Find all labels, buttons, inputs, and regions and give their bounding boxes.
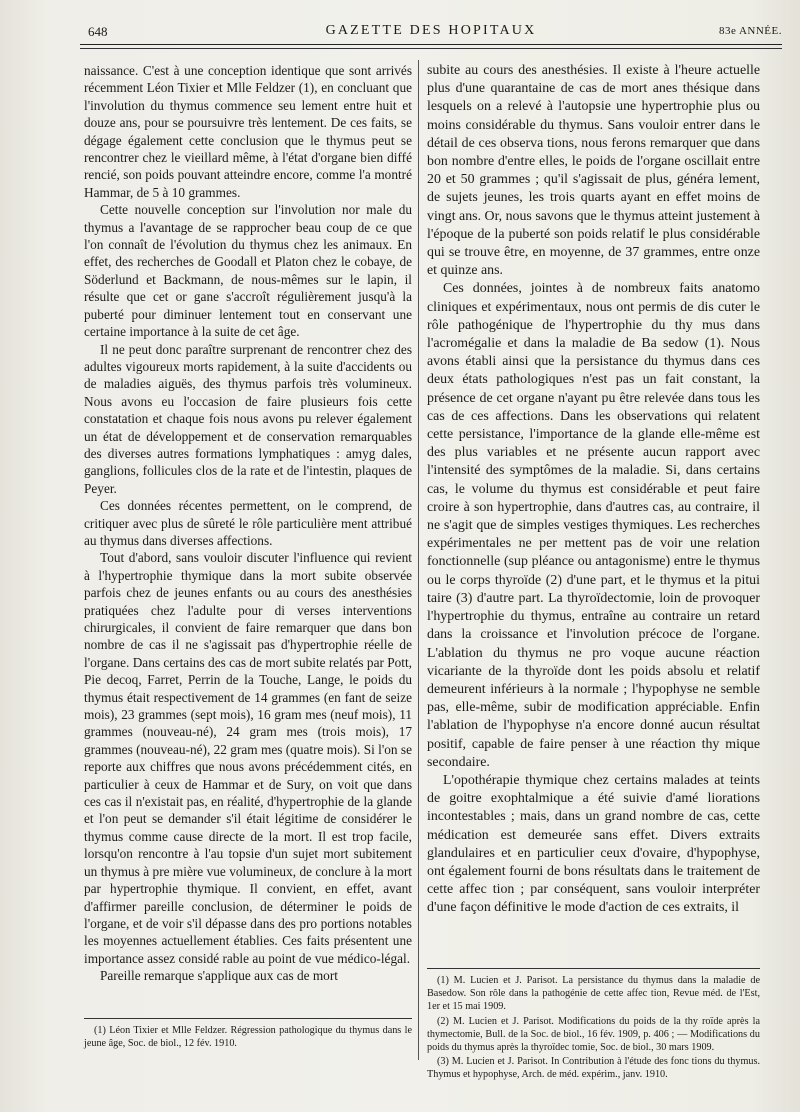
paragraph: naissance. C'est à une conception identique que sont arrivés récemment Léon Tixier et Mlle Feldzer (1), en concluant que l'involution du thymus commence seu lement entre huit et douze ans, pour se poursuivre très lentement. De ces faits, se dégage également cette conclusion que le thymus peut se rencontrer chez le vieillard même, à l'état d'organe bien diffé rencié, son poids pouvant atteindre encore, comme l'a montré Hammar, de 5 à 10 grammes. <box>84 63 412 200</box>
paragraph: Ces données récentes permettent, on le comprend, de critiquer avec plus de sûreté le rôle particulière ment attribué au thymus dans diverses affections. <box>84 498 412 548</box>
column-divider <box>418 60 419 1060</box>
year-label: 83e ANNÉE. <box>718 25 782 37</box>
left-footnotes <box>84 1024 412 1051</box>
footnote-rule-left <box>84 1018 412 1019</box>
paragraph: Pareille remarque s'applique aux cas de mort <box>100 968 338 984</box>
paragraph: Cette nouvelle conception sur l'involution nor male du thymus a l'avantage de se rapprocher beau coup de ce que l'on connaît de l'évolution du thymus chez les animaux. En effet, des recherches de Goodall et Platon chez le cobaye, de Söderlund et Backmann, de nous-mêmes sur le lapin, il résulte que cet or gane s'accroît régulièrement jusqu'à la puberté pour diminuer lentement tout en conservant une certaine importance à la suite de cet âge. <box>84 202 412 340</box>
footnote: (1) Léon Tixier et Mlle Feldzer. Régression pathologique du thymus dans le jeune âge, Soc. de biol., 12 fév. 1910. <box>84 1025 412 1050</box>
footnote-rule-right <box>427 968 760 969</box>
page-header <box>80 22 782 44</box>
left-column <box>84 62 412 985</box>
footnote: (2) M. Lucien et J. Parisot. Modifications du poids de la thy roïde après la thymectomie, Bull. de la Soc. de biol., 16 fév. 1909, p. 406 ; — Modifications du poids du thymus après la thyroïdec tomie, Soc. de biol., 30 mars 1909. <box>427 1015 760 1054</box>
paragraph: Tout d'abord, sans vouloir discuter l'influence qui revient à l'hypertrophie thymique dans la mort subite observée parfois chez de jeunes enfants ou au cours des anesthésies pratiquées chez l'adulte pour di verses interventions chirurgicales, il convient de faire remarquer que dans bon nombre de cas il ne s'agissait pas d'hypertrophie réelle de l'organe. Dans certains des cas de mort subite relatés par Pott, Pie decoq, Farret, Perrin de la Touche, Lange, le poids du thymus était respectivement de 14 grammes (en fant de seize mois), 23 grammes (sept mois), 16 gram mes (neuf mois), 11 grammes (nouveau-né), 24 gram mes (trois mois), 17 grammes (nouveau-né), 22 gram mes (quatre mois). Si l'on se reporte aux chiffres que nous avons précédemment cités, en particulier à ceux de Hammar et de Sury, on voit que dans ces cas il n'existait pas, en réalité, d'hypertrophie de la glande et l'on peut se demander s'il était légitime de considérer le thymus comme cause directe de la mort. Il est trop facile, lorsqu'on rencontre à l'au topsie d'un sujet mort subitement un thymus à pre mière vue volumineux, de conclure à la mort par hypertrophie thymique. Il convient, en effet, avant d'affirmer pareille conclusion, de déterminer le poids de l'organe, et de voir s'il dépasse dans des pro portions notables les moyennes actuellement établies. Ces faits présentent une importance assez considé rable au point de vue médico-légal. <box>84 550 412 966</box>
footnote: (1) M. Lucien et J. Parisot. La persistance du thymus dans la maladie de Basedow. Son rôle dans la pathogénie de cette affec tion, Revue méd. de l'Est, 1er et 15 mai 1909. <box>427 975 760 1013</box>
paragraph: subite au cours des anesthésies. Il existe à l'heure actuelle plus d'une quarantaine de cas de mort anes thésique dans lesquels on a relevé à l'autopsie une hypertrophie plus ou moins considérable du thymus. Sans vouloir entrer dans le détail de ces observa tions, nous ferons remarquer que dans bon nombre d'entre elles, le poids de l'organe oscillait entre 20 et 50 grammes ; qu'il s'agissait de plus, généra lement, de sujets jeunes, les trois quarts ayant en effet moins de vingt ans. Or, nous savons que le thymus atteint justement à l'époque de la puberté son poids relatif le plus considérable qui se trouve être, en moyenne, de 37 grammes, entre onze et quinze ans. <box>427 63 760 279</box>
page-number: 648 <box>88 24 108 39</box>
journal-title: GAZETTE DES HOPITAUX <box>325 23 537 38</box>
paragraph: Ces données, jointes à de nombreux faits anatomo cliniques et expérimentaux, nous ont permis de dis cuter le rôle pathogénique de l'hypertrophie du thy mus dans l'acromégalie et dans la maladie de Ba sedow (1). Nous avons établi ainsi que la persistance du thymus dans ces deux états pathologiques n'est pas un fait constant, la présence de cet organe n'ayant pu être relevée dans tous les cas de ces affections. Dans les observations qui relatent cette persistance, l'importance de la glande elle-même est des plus variables et ne présente aucun rapport avec l'intensité des symptômes de la maladie. Si, dans certains cas, le volume du thymus est considérable et peut faire croire à son hypertrophie, dans d'autres cas, au contraire, il ne s'agit que de simples vestiges thymiques. Les recherches expérimentales ne per mettent pas de voir une relation fonctionnelle (sup pléance ou antagonisme) entre le thymus ou le corps thyroïde (2) d'une part, et le thymus et la pitui taire (3) d'autre part. La thyroïdectomie, loin de provoquer l'hypertrophie du thymus, entraîne au contraire un retard dans la croissance et l'involution précoce de l'organe. L'ablation du thymus ne pro voque aucune réaction vicariante de la thyroïde dont les poids absolu et relatif demeurent inférieurs à la normale ; l'hypophyse ne semble pas, elle-même, subir de modification appréciable. Enfin l'ablation de l'hypophyse n'a encore donné aucun résultat positif, capable de faire penser à une réaction thy mique secondaire. <box>427 281 760 770</box>
right-footnotes <box>427 974 760 1083</box>
header-rule-thin <box>80 48 782 49</box>
right-column <box>427 62 760 918</box>
footnote: (3) M. Lucien et J. Parisot. In Contribution à l'étude des fonc tions du thymus. Thymus et hypophyse, Arch. de méd. expérim., janv. 1910. <box>427 1056 760 1081</box>
paragraph: L'opothérapie thymique chez certains malades at teints de goitre exophtalmique a été suivie d'amé liorations incontestables ; mais, dans un grand nombre de cas, cette médication est demeurée sans effet. Divers extraits glandulaires et en particulier ceux d'ovaire, d'hypophyse, ont également fourni de bons résultats dans le traitement de cette affec tion ; par conséquent, sans vouloir interpréter d'une façon définitive le mode d'action de ces extraits, il <box>427 772 760 916</box>
header-rule-thick <box>80 44 782 45</box>
paragraph: Il ne peut donc paraître surprenant de rencontrer chez des adultes vigoureux morts rapidement, à la suite d'accidents ou de maladies aiguës, des thymus parfois très volumineux. Nous avons eu l'occasion de faire plusieurs fois cette constatation et chaque fois nous avons pu relever également un état de développement et de conservation remarquables des diverses autres formations lymphatiques : amyg dales, ganglions, follicules clos de la rate et de l'intestin, plaques de Peyer. <box>84 341 412 496</box>
